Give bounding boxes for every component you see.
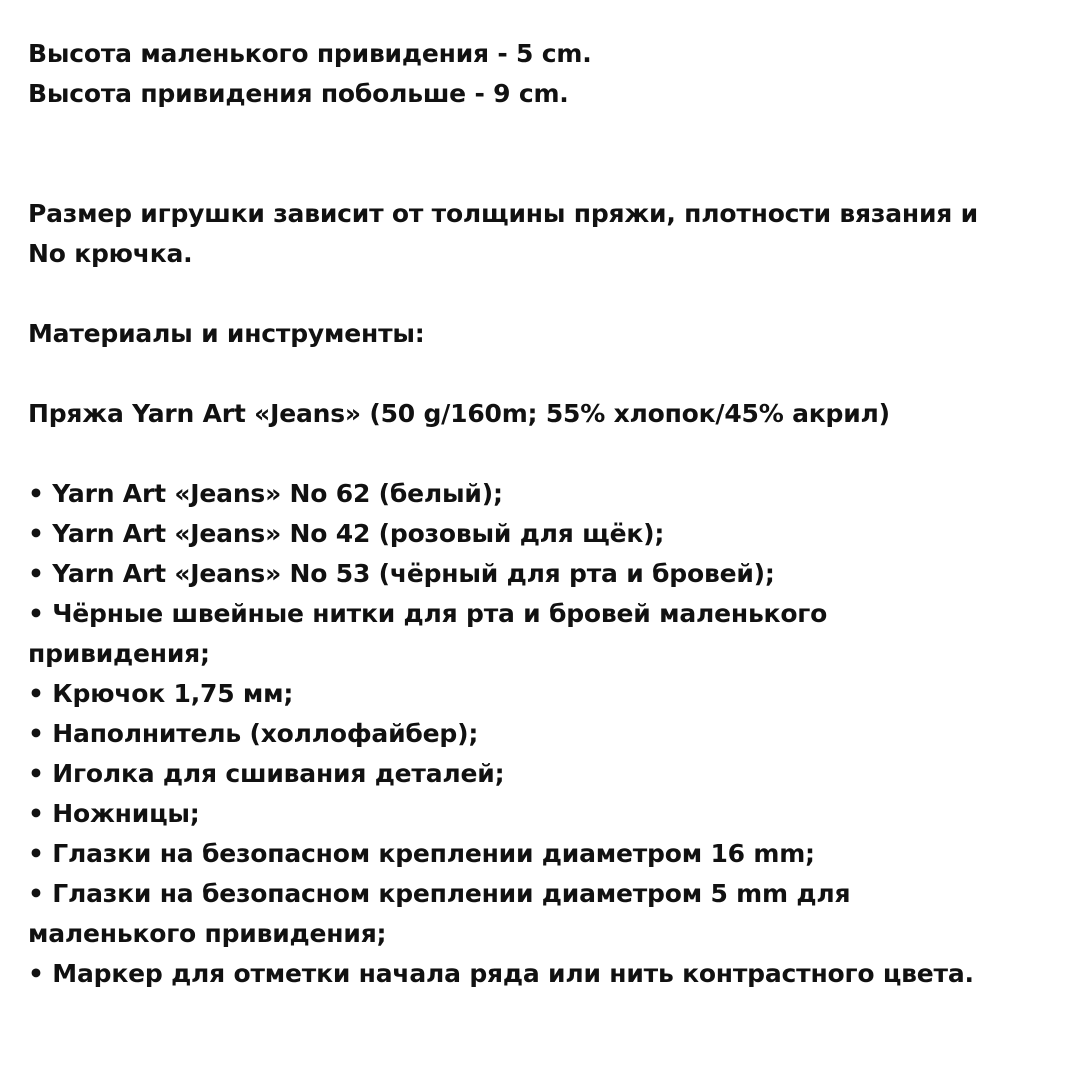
large-ghost-height: Высота привидения побольше - 9 cm. bbox=[28, 79, 569, 108]
list-item-text: • Маркер для отметки начала ряда или нить контрастного цвета. bbox=[28, 954, 1063, 994]
document-body bbox=[28, 34, 1063, 994]
list-item-continuation: привидения; bbox=[28, 639, 210, 668]
list-item-text: • Yarn Art «Jeans» No 62 (белый); bbox=[28, 474, 1063, 514]
list-item bbox=[28, 554, 1063, 594]
spacer bbox=[28, 434, 1063, 474]
list-item bbox=[28, 834, 1063, 874]
spacer bbox=[28, 354, 1063, 394]
list-item bbox=[28, 874, 1063, 954]
list-item-continuation: маленького привидения; bbox=[28, 919, 387, 948]
list-item-text: • Ножницы; bbox=[28, 794, 1063, 834]
list-item bbox=[28, 674, 1063, 714]
materials-heading: Материалы и инструменты: bbox=[28, 319, 425, 348]
size-note-line-1: Размер игрушки зависит от толщины пряжи, плотности вязания и bbox=[28, 199, 978, 228]
list-item bbox=[28, 754, 1063, 794]
list-item-text: • Yarn Art «Jeans» No 42 (розовый для щёк); bbox=[28, 514, 1063, 554]
list-item-text: • Иголка для сшивания деталей; bbox=[28, 754, 1063, 794]
list-item bbox=[28, 714, 1063, 754]
list-item bbox=[28, 594, 1063, 674]
list-item-text: • Чёрные швейные нитки для рта и бровей маленького bbox=[28, 594, 1063, 634]
list-item bbox=[28, 794, 1063, 834]
list-item-text: • Глазки на безопасном креплении диаметром 16 mm; bbox=[28, 834, 1063, 874]
list-item-text: • Наполнитель (холлофайбер); bbox=[28, 714, 1063, 754]
list-item bbox=[28, 474, 1063, 514]
small-ghost-height: Высота маленького привидения - 5 cm. bbox=[28, 39, 592, 68]
size-note-line-2: No крючка. bbox=[28, 239, 193, 268]
list-item-text: • Yarn Art «Jeans» No 53 (чёрный для рта и бровей); bbox=[28, 554, 1063, 594]
list-item bbox=[28, 514, 1063, 554]
materials-list bbox=[28, 474, 1063, 994]
spacer bbox=[28, 114, 1063, 194]
list-item-text: • Глазки на безопасном креплении диаметром 5 mm для bbox=[28, 874, 1063, 914]
list-item bbox=[28, 954, 1063, 994]
list-item-text: • Крючок 1,75 мм; bbox=[28, 674, 1063, 714]
spacer bbox=[28, 274, 1063, 314]
yarn-description: Пряжа Yarn Art «Jeans» (50 g/160m; 55% хлопок/45% акрил) bbox=[28, 399, 890, 428]
